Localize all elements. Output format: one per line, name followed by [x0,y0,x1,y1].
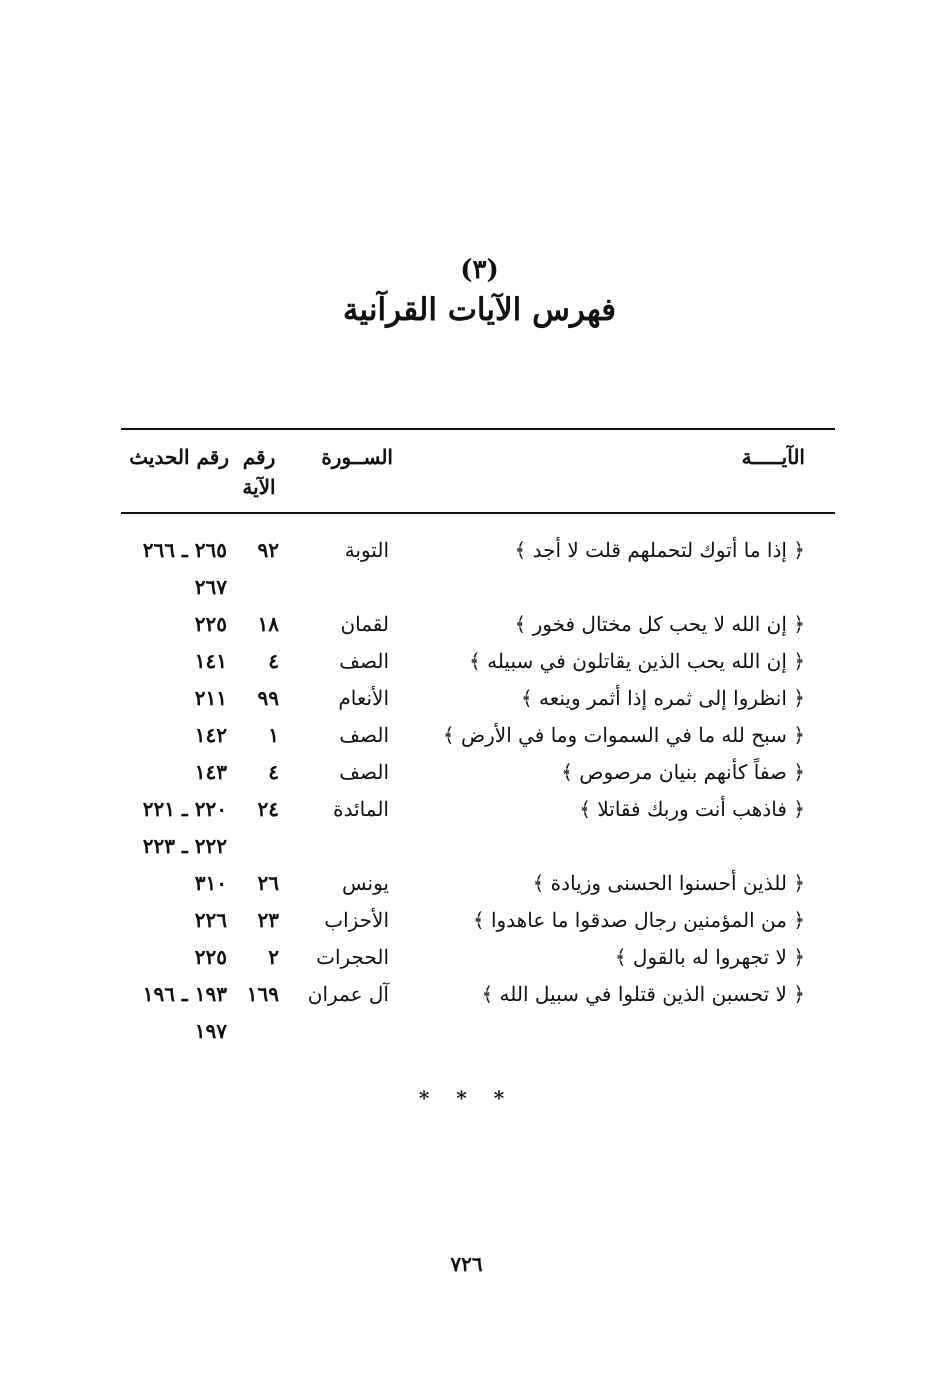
table-row [121,939,835,976]
section-separator: * * * [418,1086,515,1110]
surah-name: الصف [339,723,389,747]
ayah-text: ﴿ إن الله يحب الذين يقاتلون في سبيله ﴾ [469,649,805,673]
table-row [121,902,835,939]
ayah-text: ﴿ سبح لله ما في السموات وما في الأرض ﴾ [442,723,805,747]
ayah-text: ﴿ فاذهب أنت وربك فقاتلا ﴾ [579,797,805,821]
ayah-number: ١ [268,723,279,747]
ayah-text: ﴿ إذا ما أتوك لتحملهم قلت لا أجد ﴾ [514,538,805,562]
table-row [121,976,835,1050]
column-header-ayah-number: رقم الآية [242,445,276,499]
surah-name: الصف [339,760,389,784]
table-row [121,606,835,643]
column-header-surah: الســورة [321,445,393,469]
ayah-number: ٩٢ [257,538,279,562]
hadith-number-line: ٢٦٧ [194,575,227,599]
ayah-number: ٢ [268,945,279,969]
hadith-number-line: ٢٢٢ ـ ٢٢٣ [142,834,227,858]
table-row [121,865,835,902]
hadith-number: ١٤١ [194,649,227,673]
verse-index-table [121,428,835,1050]
surah-name: التوبة [344,538,389,562]
page-title: فهرس الآيات القرآنية [342,292,617,328]
ayah-text: ﴿ لا تجهروا له بالقول ﴾ [614,945,805,969]
table-header [121,430,835,512]
ayah-text: ﴿ صفاً كأنهم بنيان مرصوص ﴾ [561,760,805,784]
ayah-number: ١٨ [257,612,279,636]
hadith-number: ١٤٢ [194,723,227,747]
table-row [121,532,835,606]
column-header-ayah: الآيـــــة [741,445,805,469]
index-heading [0,252,933,332]
ayah-number: ٩٩ [257,686,279,710]
table-header-rule [121,512,835,514]
hadith-number-line: ٢٢٠ ـ ٢٢١ [142,797,227,821]
table-row [121,717,835,754]
hadith-number: ٢١١ [194,686,227,710]
hadith-number: ٢٢٥ [194,612,227,636]
table-row [121,643,835,680]
hadith-number: ٣١٠ [194,871,227,895]
hadith-number: ٢٢٦ [194,908,227,932]
surah-name: يونس [342,871,389,895]
table-row [121,680,835,717]
hadith-number-line: ٢٦٥ ـ ٢٦٦ [142,538,227,562]
ayah-text: ﴿ انظروا إلى ثمره إذا أثمر وينعه ﴾ [520,686,805,710]
hadith-number [121,532,227,606]
ayah-text: ﴿ إن الله لا يحب كل مختال فخور ﴾ [514,612,805,636]
surah-name: الحجرات [316,945,389,969]
ayah-text: ﴿ للذين أحسنوا الحسنى وزيادة ﴾ [532,871,805,895]
ayah-text: ﴿ لا تحسبن الذين قتلوا في سبيل الله ﴾ [481,982,805,1006]
hadith-number-line: ١٩٣ ـ ١٩٦ [142,982,227,1006]
surah-name: الأنعام [338,686,389,710]
surah-name: آل عمران [307,982,389,1006]
hadith-number-line: ١٩٧ [194,1019,227,1043]
surah-name: الأحزاب [324,908,389,932]
ayah-number: ١٦٩ [246,982,279,1006]
table-row [121,754,835,791]
hadith-number [121,976,227,1050]
table-row [121,791,835,865]
hadith-number: ٢٢٥ [194,945,227,969]
ayah-number: ٢٦ [257,871,279,895]
section-number: (٣) [460,255,499,285]
ayah-number: ٢٣ [257,908,279,932]
surah-name: لقمان [340,612,389,636]
table-body [121,532,835,1050]
page-number: ٧٢٦ [450,1252,483,1276]
hadith-number: ١٤٣ [194,760,227,784]
surah-name: الصف [339,649,389,673]
ayah-text: ﴿ من المؤمنين رجال صدقوا ما عاهدوا ﴾ [472,908,805,932]
surah-name: المائدة [333,797,389,821]
ayah-number: ٤ [268,760,279,784]
ayah-number: ٢٤ [257,797,279,821]
hadith-number [121,791,227,865]
column-header-hadith-number: رقم الحديث [129,445,229,469]
ayah-number: ٤ [268,649,279,673]
